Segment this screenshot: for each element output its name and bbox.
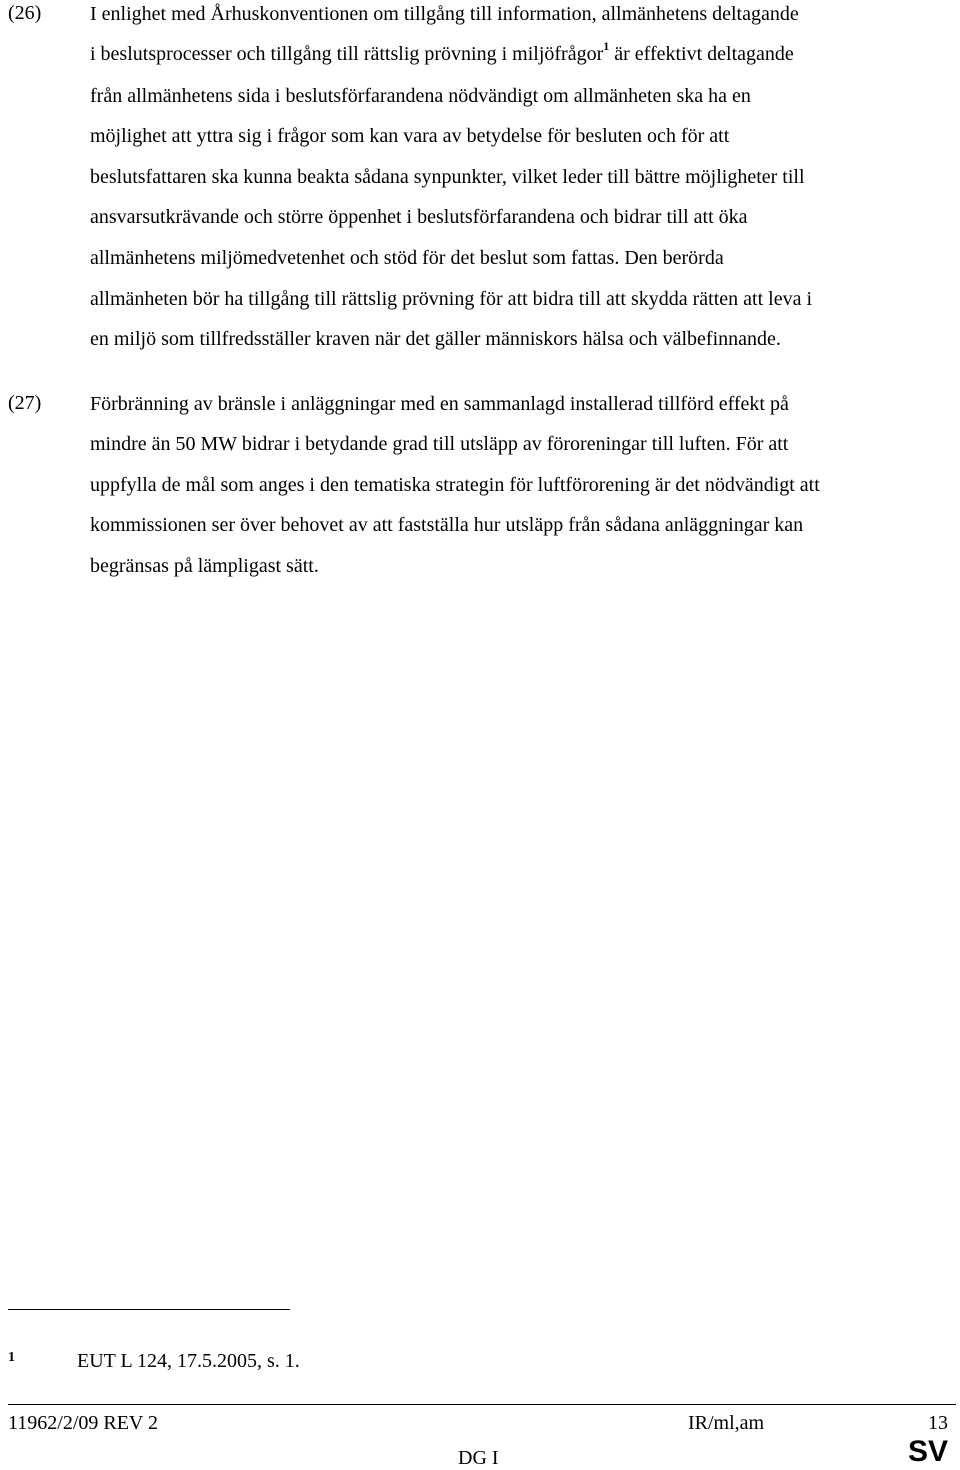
footnote-separator	[8, 1309, 290, 1310]
footer-dg: DG I	[458, 1447, 499, 1469]
footer-page-number: 13	[928, 1412, 948, 1434]
paragraph-number: (26)	[8, 2, 42, 24]
text-line: kommissionen ser över behovet av att fastställa hur utsläpp från sådana anläggningar kan	[90, 514, 804, 536]
text-line: Förbränning av bränsle i anläggningar med en sammanlagd installerad tillförd effekt på	[90, 393, 789, 415]
text-line-end: är effektivt deltagande	[609, 43, 794, 65]
text-line: från allmänhetens sida i beslutsförfarandena nödvändigt om allmänheten ska ha en	[90, 85, 751, 107]
text-line-start: i beslutsprocesser och tillgång till rättslig prövning i miljöfrågor	[90, 43, 604, 65]
text-line: beslutsfattaren ska kunna beakta sådana synpunkter, vilket leder till bättre möjligheter till	[90, 166, 805, 188]
text-line: uppfylla de mål som anges i den tematiska strategin för luftförorening är det nödvändigt att	[90, 474, 820, 496]
footnote-text: EUT L 124, 17.5.2005, s. 1.	[77, 1350, 300, 1372]
text-line: en miljö som tillfredsställer kraven när det gäller människors hälsa och välbefinnande.	[90, 328, 781, 350]
paragraph-number: (27)	[8, 392, 42, 414]
text-line: I enlighet med Århuskonventionen om tillgång till information, allmänhetens deltagande	[90, 3, 799, 25]
text-line	[90, 39, 794, 66]
footer-separator	[8, 1404, 956, 1405]
text-line: möjlighet att yttra sig i frågor som kan vara av betydelse för besluten och för att	[90, 125, 730, 147]
footnote-reference[interactable]: 1	[603, 39, 610, 54]
text-line: allmänhetens miljömedvetenhet och stöd för det beslut som fattas. Den berörda	[90, 247, 724, 269]
footer-doc-ref: 11962/2/09 REV 2	[8, 1412, 159, 1434]
text-line: begränsas på lämpligast sätt.	[90, 555, 319, 577]
footer-initials: IR/ml,am	[688, 1412, 765, 1434]
text-line: ansvarsutkrävande och större öppenhet i beslutsförfarandena och bidrar till att öka	[90, 206, 748, 228]
footer-language: SV	[908, 1435, 949, 1468]
text-line: allmänheten bör ha tillgång till rättslig prövning för att bidra till att skydda rätten att leva i	[90, 288, 813, 310]
footnote-number: 1	[8, 1350, 15, 1365]
text-line: mindre än 50 MW bidrar i betydande grad till utsläpp av föroreningar till luften. För att	[90, 433, 789, 455]
